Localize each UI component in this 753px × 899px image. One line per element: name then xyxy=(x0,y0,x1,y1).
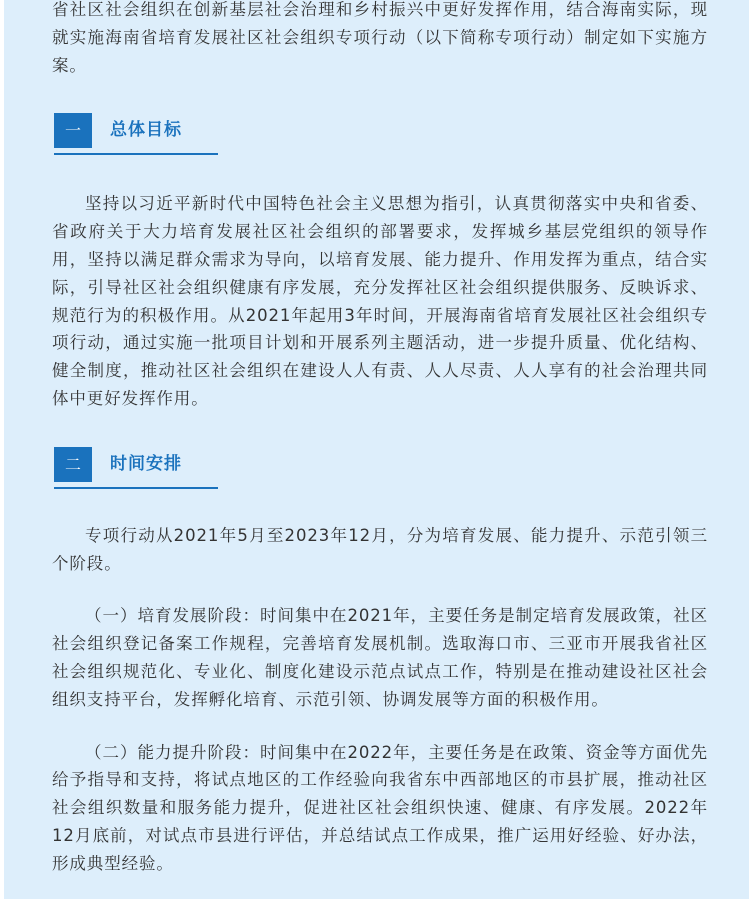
section-title: 总体目标 xyxy=(110,120,182,141)
section-title: 时间安排 xyxy=(110,453,182,474)
schedule-paragraph: 专项行动从2021年5月至2023年12月，分为培育发展、能力提升、示范引领三个阶段。 xyxy=(52,525,708,573)
section-number-badge: 一 xyxy=(54,113,92,148)
goals-paragraph: 坚持以习近平新时代中国特色社会主义思想为指引，认真贯彻落实中央和省委、省政府关于大力培育发展社区社会组织的部署要求，发挥城乡基层党组织的领导作用，坚持以满足群众需求为导向，以培育发展、能力提升、作用发挥为重点，结合实际，引导社区社会组织健康有序发展，充分发挥社区社会组织提供服务、反映诉求、规范行为的积极作用。从2021年起用3年时间，开展海南省培育发展社区社会组织专项行动，通过实施一批项目计划和开展系列主题活动，进一步提升质量、优化结构、健全制度，推动社区社会组织在建设人人有责、人人尽责、人人享有的社会治理共同体中更好发挥作用。 xyxy=(52,194,708,408)
stage-two-paragraph: （二）能力提升阶段：时间集中在2022年，主要任务是在政策、资金等方面优先给予指导和支持，将试点地区的工作经验向我省东中西部地区的市县扩展，推动社区社会组织数量和服务能力提升，促进社区社会组织快速、健康、有序发展。2022年12月底前，对试点市县进行评估，并总结试点工作成果，推广运用好经验、好办法，形成典型经验。 xyxy=(52,742,708,873)
stage-one-paragraph: （一）培育发展阶段：时间集中在2021年，主要任务是制定培育发展政策，社区社会组织登记备案工作规程，完善培育发展机制。选取海口市、三亚市开展我省社区社会组织规范化、专业化、制度化建设示范点试点工作，特别是在推动建设社区社会组织支持平台，发挥孵化培育、示范引领、协调发展等方面的积极作用。 xyxy=(52,606,708,709)
section-header-schedule xyxy=(52,447,218,487)
section-underline xyxy=(54,487,218,489)
section-header-goals xyxy=(52,113,218,153)
section-number-badge: 二 xyxy=(54,447,92,482)
section-underline xyxy=(54,153,218,155)
intro-paragraph: 省社区社会组织在创新基层社会治理和乡村振兴中更好发挥作用，结合海南实际，现就实施海南省培育发展社区社会组织专项行动（以下简称专项行动）制定如下实施方案。 xyxy=(52,0,708,75)
article-content xyxy=(52,0,708,878)
